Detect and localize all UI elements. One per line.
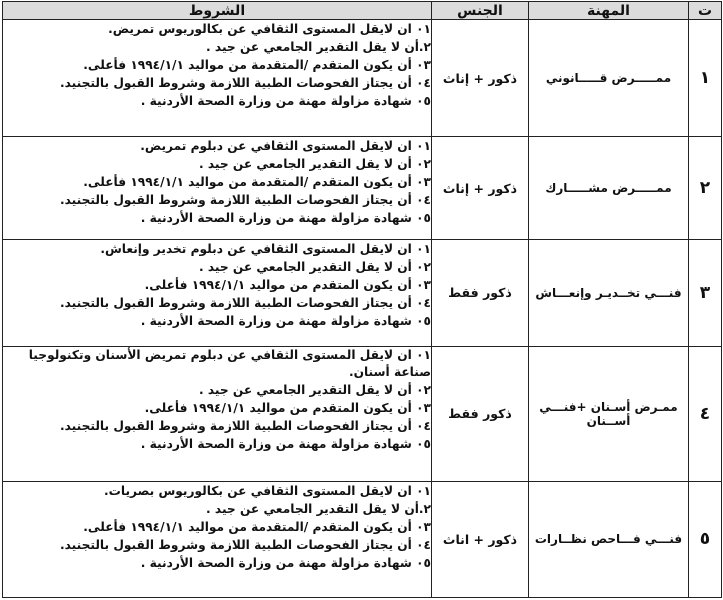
table-row — [3, 481, 722, 597]
gender-cell: ذكور فقط — [432, 346, 529, 481]
condition-item: ٢.أن لا يقل التقدير الجامعي عن جيد . — [206, 501, 431, 516]
condition-item: ٠٥ شهادة مزاولة مهنة من وزارة الصحة الأردنية . — [140, 436, 431, 451]
row-number: ٤ — [689, 346, 722, 481]
header-job: المهنة — [529, 2, 689, 20]
job-title: ممـرض أسـنان +فنـــي أســنان — [529, 346, 689, 481]
condition-item: ٠١ ان لايقل المستوى الثقافي عن دبلوم تمريض الأسنان وتكنولوجيا صناعة أسنان. — [28, 347, 431, 379]
condition-item: ٠١ ان لايقل المستوى الثقافي عن بكالوريوس تمريض. — [108, 22, 431, 36]
job-title: فنـــي تخــديـر وإنعـــاش — [529, 240, 689, 346]
table-row — [3, 137, 722, 240]
header-number: ت — [689, 2, 722, 20]
condition-item: ٠١ ان لايقل المستوى الثقافي عن بكالوريوس بصريات. — [104, 483, 431, 498]
conditions-cell — [3, 20, 432, 137]
condition-item: ٠٢ أن لا يقل التقدير الجامعي عن جيد . — [198, 382, 431, 397]
gender-cell: ذكور + إناث — [432, 137, 529, 240]
condition-item: ٠٣ أن يكون المتقدم /المتقدمة من مواليد ١٩٩٤/١/١ فأعلى. — [83, 58, 431, 72]
gender-cell: ذكور + اناث — [432, 481, 529, 597]
condition-item: ٠٥ شهادة مزاولة مهنة من وزارة الصحة الأردنية . — [140, 555, 431, 570]
row-number: ٣ — [689, 240, 722, 346]
gender-cell: ذكور فقط — [432, 240, 529, 346]
table-row — [3, 240, 722, 346]
condition-item: ٠٣ أن يكون المتقدم /المتقدمة من مواليد ١٩٩٤/١/١ فأعلى. — [83, 175, 431, 190]
header-row — [3, 2, 722, 20]
job-title: فنـــي فـــاحص نظــارات — [529, 481, 689, 597]
row-number: ٢ — [689, 137, 722, 240]
condition-item: ٠٥ شهادة مزاولة مهنة من وزارة الصحة الأردنية . — [140, 94, 431, 108]
table-row — [3, 20, 722, 137]
conditions-cell — [3, 240, 432, 346]
condition-item: ٠٣ أن يكون المتقدم من مواليد ١٩٩٤/١/١ فأعلى. — [144, 400, 431, 415]
job-title: ممـــــرض قـــــانوني — [529, 20, 689, 137]
condition-item: ٠٤ أن يجتاز الفحوصات الطبية اللازمة وشروط القبول بالتجنيد. — [59, 76, 431, 90]
row-number: ١ — [689, 20, 722, 137]
condition-item: ٢.أن لا يقل التقدير الجامعي عن جيد . — [206, 40, 431, 54]
condition-item: ٠١ ان لايقل المستوى الثقافي عن دبلوم تمريض. — [140, 139, 431, 154]
condition-item: ٠٤ أن يجتاز الفحوصات الطبية اللازمة وشروط القبول بالتجنيد. — [59, 296, 431, 311]
table-row — [3, 346, 722, 481]
header-gender: الجنس — [432, 2, 529, 20]
condition-item: ٠٥ شهادة مزاولة مهنة من وزارة الصحة الأردنية . — [140, 314, 431, 329]
condition-item: ٠٤ أن يجتاز الفحوصات الطبية اللازمة وشروط القبول بالتجنيد. — [59, 193, 431, 208]
header-conditions: الشروط — [3, 2, 432, 20]
row-number: ٥ — [689, 481, 722, 597]
job-title: ممـــــرض مشـــــارك — [529, 137, 689, 240]
condition-item: ٠٤ أن يجتاز الفحوصات الطبية اللازمة وشروط القبول بالتجنيد. — [59, 537, 431, 552]
condition-item: ٠٣ أن يكون المتقدم من مواليد ١٩٩٤/١/١ فأعلى. — [144, 278, 431, 293]
condition-item: ٠٢ أن لا يقل التقدير الجامعي عن جيد . — [198, 157, 431, 172]
condition-item: ٠٤ أن يجتاز الفحوصات الطبية اللازمة وشروط القبول بالتجنيد. — [59, 418, 431, 433]
condition-item: ٠٥ شهادة مزاولة مهنة من وزارة الصحة الأردنية . — [140, 211, 431, 226]
conditions-cell — [3, 346, 432, 481]
condition-item: ٠١ ان لايقل المستوى الثقافي عن دبلوم تخدير وإنعاش. — [100, 242, 431, 257]
conditions-cell — [3, 137, 432, 240]
conditions-cell — [3, 481, 432, 597]
condition-item: ٠٣ أن يكون المتقدم /المتقدمة من مواليد ١٩٩٤/١/١ فأعلى. — [83, 519, 431, 534]
jobs-table — [2, 1, 722, 598]
condition-item: ٠٢ أن لا يقل التقدير الجامعي عن جيد . — [198, 260, 431, 275]
gender-cell: ذكور + إناث — [432, 20, 529, 137]
